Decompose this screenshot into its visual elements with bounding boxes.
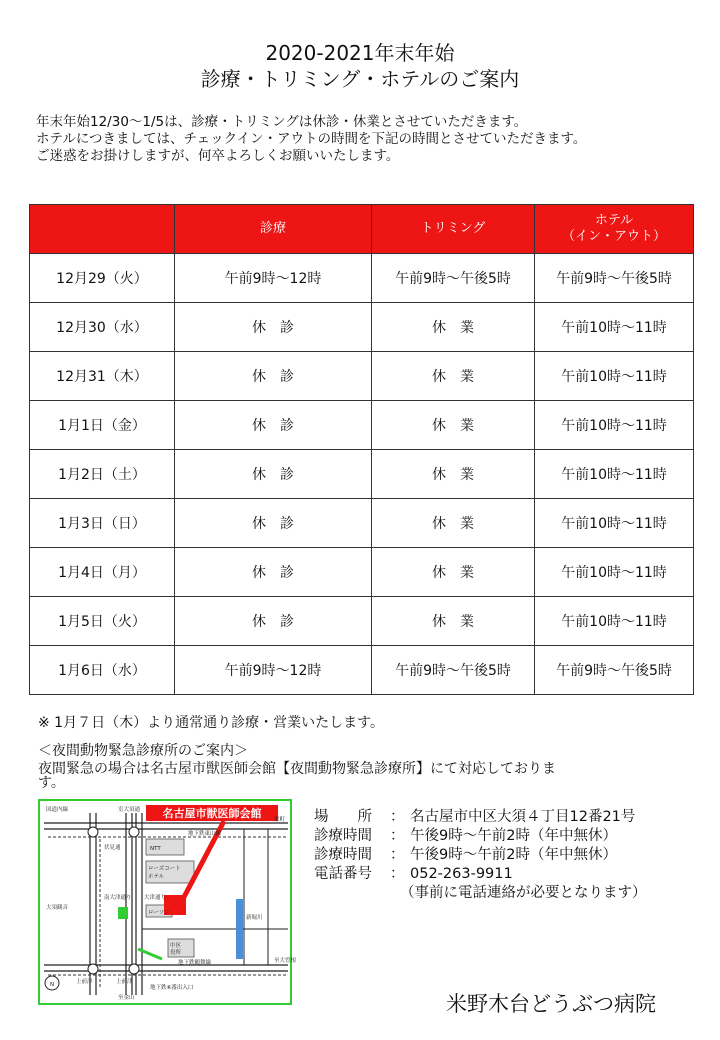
map-label: ホテル — [148, 874, 165, 880]
trimming-cell: 休 業 — [372, 597, 535, 646]
info-tel: 052-263-9911 — [410, 866, 513, 882]
map-label: 新堀川 — [246, 915, 263, 921]
intro-text — [36, 114, 586, 165]
map-label: 役所 — [170, 950, 182, 956]
shinryo-cell: 休 診 — [175, 548, 372, 597]
hotel-cell: 午前10時〜11時 — [535, 401, 694, 450]
info-address: 名古屋市中区大須４丁目12番21号 — [410, 809, 636, 825]
date-cell: 1月3日（日） — [30, 499, 175, 548]
night-text: 夜間緊急の場合は名古屋市獣医師会館【夜間動物緊急診療所】にて対応しておりま — [38, 761, 556, 777]
access-map — [38, 799, 297, 1005]
shinryo-cell: 休 診 — [175, 450, 372, 499]
table-row — [30, 352, 694, 401]
table-row — [30, 499, 694, 548]
trimming-cell: 休 業 — [372, 450, 535, 499]
map-banner: 名古屋市獣医師会館 — [162, 807, 262, 820]
date-cell: 12月30（水） — [30, 303, 175, 352]
date-cell: 12月31（木） — [30, 352, 175, 401]
page-title: 2020-2021年末年始 — [265, 41, 455, 65]
date-cell: 1月5日（火） — [30, 597, 175, 646]
map-label: ローズコート — [148, 866, 181, 872]
map-label: 地下鉄鶴舞線 — [178, 960, 212, 966]
info-row — [314, 865, 647, 884]
table-row — [30, 254, 694, 303]
map-station — [129, 827, 139, 837]
hotel-cell: 午前9時〜午後5時 — [535, 646, 694, 695]
info-row — [314, 808, 647, 827]
table-row — [30, 597, 694, 646]
table-row — [30, 548, 694, 597]
shinryo-cell: 休 診 — [175, 597, 372, 646]
shinryo-cell: 休 診 — [175, 499, 372, 548]
table-row — [30, 646, 694, 695]
info-tel-note: （事前に電話連絡が必要となります） — [400, 885, 647, 901]
map-river — [236, 899, 243, 959]
map-label: 至大曽根 — [274, 958, 297, 964]
info-sep: ： — [390, 866, 405, 882]
map-label: 至金山 — [118, 995, 135, 1001]
info-row — [314, 827, 647, 846]
info-hours: 午後9時〜午前2時（年中無休） — [410, 828, 617, 844]
table-row — [30, 450, 694, 499]
map-label: 大須観音 — [46, 905, 69, 911]
trimming-cell: 休 業 — [372, 352, 535, 401]
clinic-name: 米野木台どうぶつ病院 — [446, 992, 656, 1016]
map-north: N — [50, 982, 55, 988]
intro-line: 年末年始12/30〜1/5は、診療・トリミングは休診・休業とさせていただきます。 — [36, 114, 528, 130]
hotel-cell: 午前10時〜11時 — [535, 303, 694, 352]
info-sep: ： — [390, 809, 405, 825]
map-label: 中区 — [170, 943, 182, 949]
hotel-cell: 午前10時〜11時 — [535, 499, 694, 548]
map-station — [129, 964, 139, 974]
hotel-cell: 午前10時〜11時 — [535, 597, 694, 646]
map-label: 上前津 — [76, 979, 93, 985]
map-label: 地下鉄東山線 — [188, 831, 222, 837]
header-hotel-line2: （イン・アウト） — [561, 229, 666, 244]
shinryo-cell: 午前9時〜12時 — [175, 646, 372, 695]
date-cell: 1月1日（金） — [30, 401, 175, 450]
date-cell: 1月4日（月） — [30, 548, 175, 597]
info-label: 電話番号 — [314, 866, 372, 882]
map-station — [88, 827, 98, 837]
header-hotel — [535, 205, 694, 254]
info-row — [314, 846, 647, 865]
map-label: 伏見通 — [104, 845, 121, 851]
resume-note: ※ 1月７日（木）より通常通り診療・営業いたします。 — [38, 715, 384, 731]
map-label: 大津通り — [144, 895, 167, 901]
map-station — [88, 964, 98, 974]
map-label: 栄町 — [274, 817, 286, 823]
hotel-cell: 午前10時〜11時 — [535, 548, 694, 597]
date-cell: 1月2日（土） — [30, 450, 175, 499]
date-cell: 12月29（火） — [30, 254, 175, 303]
map-label: NTT — [150, 846, 161, 852]
hotel-cell: 午前10時〜11時 — [535, 352, 694, 401]
clinic-info — [314, 808, 647, 903]
header-shinryo: 診療 — [175, 205, 372, 254]
night-heading: ＜夜間動物緊急診療所のご案内＞ — [38, 743, 248, 759]
info-label: 診療時間 — [314, 828, 372, 844]
trimming-cell: 午前9時〜午後5時 — [372, 254, 535, 303]
schedule-table — [29, 204, 694, 695]
info-label: 診療時間 — [314, 847, 372, 863]
map-label: 国道内線 — [46, 807, 69, 813]
info-sep: ： — [390, 847, 405, 863]
trimming-cell: 午前9時〜午後5時 — [372, 646, 535, 695]
shinryo-cell: 午前9時〜12時 — [175, 254, 372, 303]
page-subtitle: 診療・トリミング・ホテルのご案内 — [200, 67, 520, 91]
map-label: 上前津 — [116, 979, 133, 985]
map-green-marker — [118, 907, 128, 919]
table-header-row — [30, 205, 694, 254]
header-hotel-line1: ホテル — [594, 213, 634, 228]
map-label: ローソン — [148, 910, 170, 916]
table-row — [30, 303, 694, 352]
date-cell: 1月6日（水） — [30, 646, 175, 695]
table-row — [30, 401, 694, 450]
shinryo-cell: 休 診 — [175, 401, 372, 450]
hotel-cell: 午前10時〜11時 — [535, 450, 694, 499]
info-sep: ： — [390, 828, 405, 844]
intro-line: ご迷惑をお掛けしますが、何卒よろしくお願いいたします。 — [36, 148, 400, 164]
map-label: 南大津通り — [104, 895, 132, 901]
night-text-cont: す。 — [38, 775, 65, 791]
info-label: 場 所 — [314, 809, 372, 825]
info-hours: 午後9時〜午前2時（年中無休） — [410, 847, 617, 863]
hotel-cell: 午前9時〜午後5時 — [535, 254, 694, 303]
shinryo-cell: 休 診 — [175, 352, 372, 401]
trimming-cell: 休 業 — [372, 401, 535, 450]
map-label: 地下鉄⑥番出入口 — [150, 985, 194, 991]
trimming-cell: 休 業 — [372, 548, 535, 597]
map-label: 室大須通 — [118, 807, 141, 813]
shinryo-cell: 休 診 — [175, 303, 372, 352]
header-blank — [30, 205, 175, 254]
header-trimming: トリミング — [372, 205, 535, 254]
trimming-cell: 休 業 — [372, 303, 535, 352]
intro-line: ホテルにつきましては、チェックイン・アウトの時間を下記の時間とさせていただきます。 — [36, 131, 587, 147]
trimming-cell: 休 業 — [372, 499, 535, 548]
